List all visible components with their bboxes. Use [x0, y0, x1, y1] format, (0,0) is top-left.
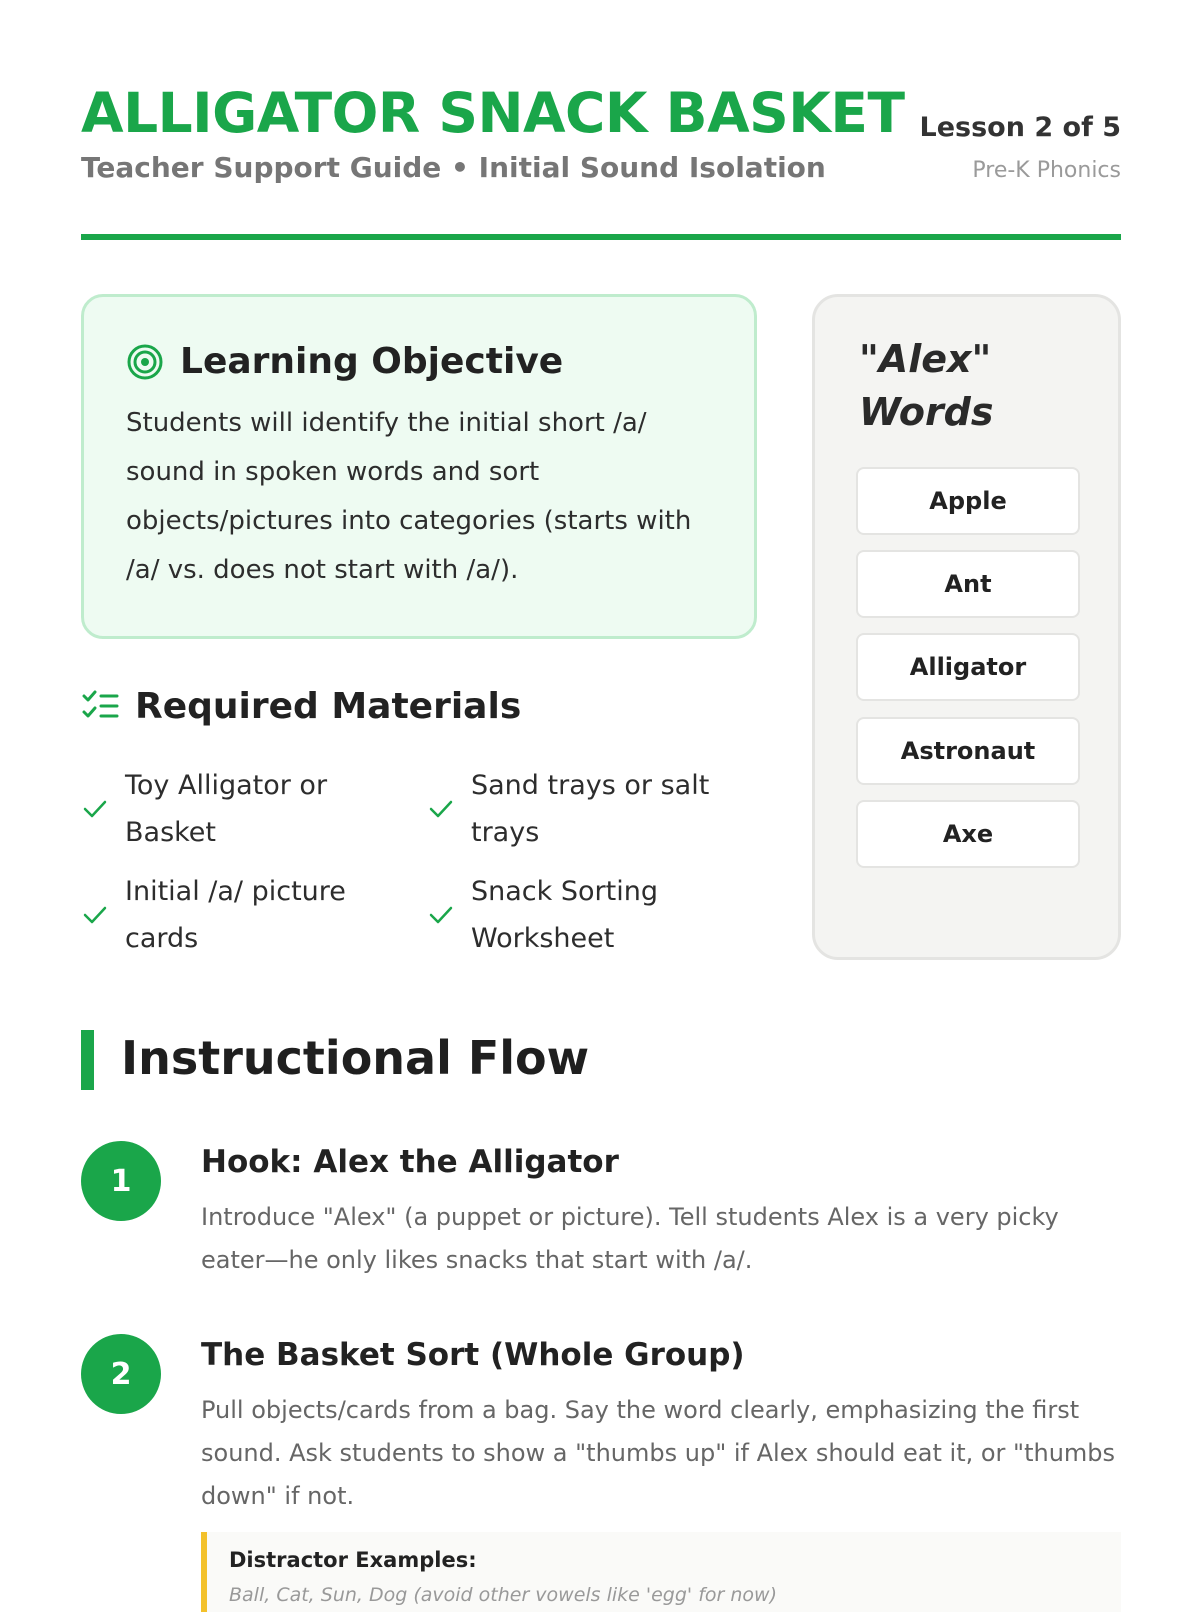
material-item: [427, 868, 727, 962]
materials-header: [81, 686, 521, 727]
step-description: Pull objects/cards from a bag. Say the word clearly, emphasizing the first sound. Ask students to show a "thumbs up" if Alex should eat it, or "thumbs down" if not.: [201, 1396, 1116, 1510]
step-number-badge: 1: [81, 1141, 161, 1221]
page-subtitle: Teacher Support Guide • Initial Sound Isolation: [81, 151, 826, 184]
word-card: Apple: [856, 467, 1080, 535]
material-item: [427, 762, 727, 856]
step-description: Introduce "Alex" (a puppet or picture). Tell students Alex is a very picky eater—he only likes snacks that start with /a/.: [201, 1203, 1059, 1274]
step-title: Hook: Alex the Alligator: [201, 1144, 619, 1180]
material-label: Snack Sorting Worksheet: [471, 876, 658, 954]
material-item: [81, 868, 381, 962]
section-accent-bar: [81, 1030, 94, 1090]
target-icon: [126, 343, 164, 381]
material-label: Initial /a/ picture cards: [125, 876, 346, 954]
material-label: Sand trays or salt trays: [471, 770, 710, 848]
page: [81, 0, 1121, 1606]
check-icon: [81, 795, 109, 823]
course-level: Pre-K Phonics: [972, 158, 1121, 183]
word-card: Alligator: [856, 633, 1080, 701]
lesson-indicator: Lesson 2 of 5: [919, 112, 1121, 143]
learning-objective-heading: Learning Objective: [180, 341, 564, 382]
alex-words-panel: [812, 294, 1121, 960]
learning-objective-text: Students will identify the initial short /a/ sound in spoken words and sort objects/pictures into categories (starts with /a/ vs. does not start with /a/).: [126, 408, 692, 585]
learning-objective-card: [81, 294, 757, 639]
material-label: Toy Alligator or Basket: [125, 770, 328, 848]
header-divider: [81, 234, 1121, 240]
checklist-icon: [81, 690, 119, 724]
step-title: The Basket Sort (Whole Group): [201, 1337, 745, 1373]
distractor-label: Distractor Examples:: [229, 1548, 477, 1572]
page-title: ALLIGATOR SNACK BASKET: [81, 81, 905, 145]
learning-objective-header: [126, 341, 563, 382]
step-number-badge: 2: [81, 1334, 161, 1414]
check-icon: [81, 901, 109, 929]
materials-heading: Required Materials: [135, 686, 522, 727]
word-card: Axe: [856, 800, 1080, 868]
check-icon: [427, 901, 455, 929]
word-card: Ant: [856, 550, 1080, 618]
distractor-examples: Ball, Cat, Sun, Dog (avoid other vowels like 'egg' for now): [229, 1584, 777, 1606]
distractor-note: [201, 1532, 1121, 1612]
check-icon: [427, 795, 455, 823]
alex-words-heading: "Alex" Words: [859, 337, 994, 434]
instructional-flow-heading: Instructional Flow: [121, 1031, 590, 1085]
word-card: Astronaut: [856, 717, 1080, 785]
material-item: [81, 762, 381, 856]
